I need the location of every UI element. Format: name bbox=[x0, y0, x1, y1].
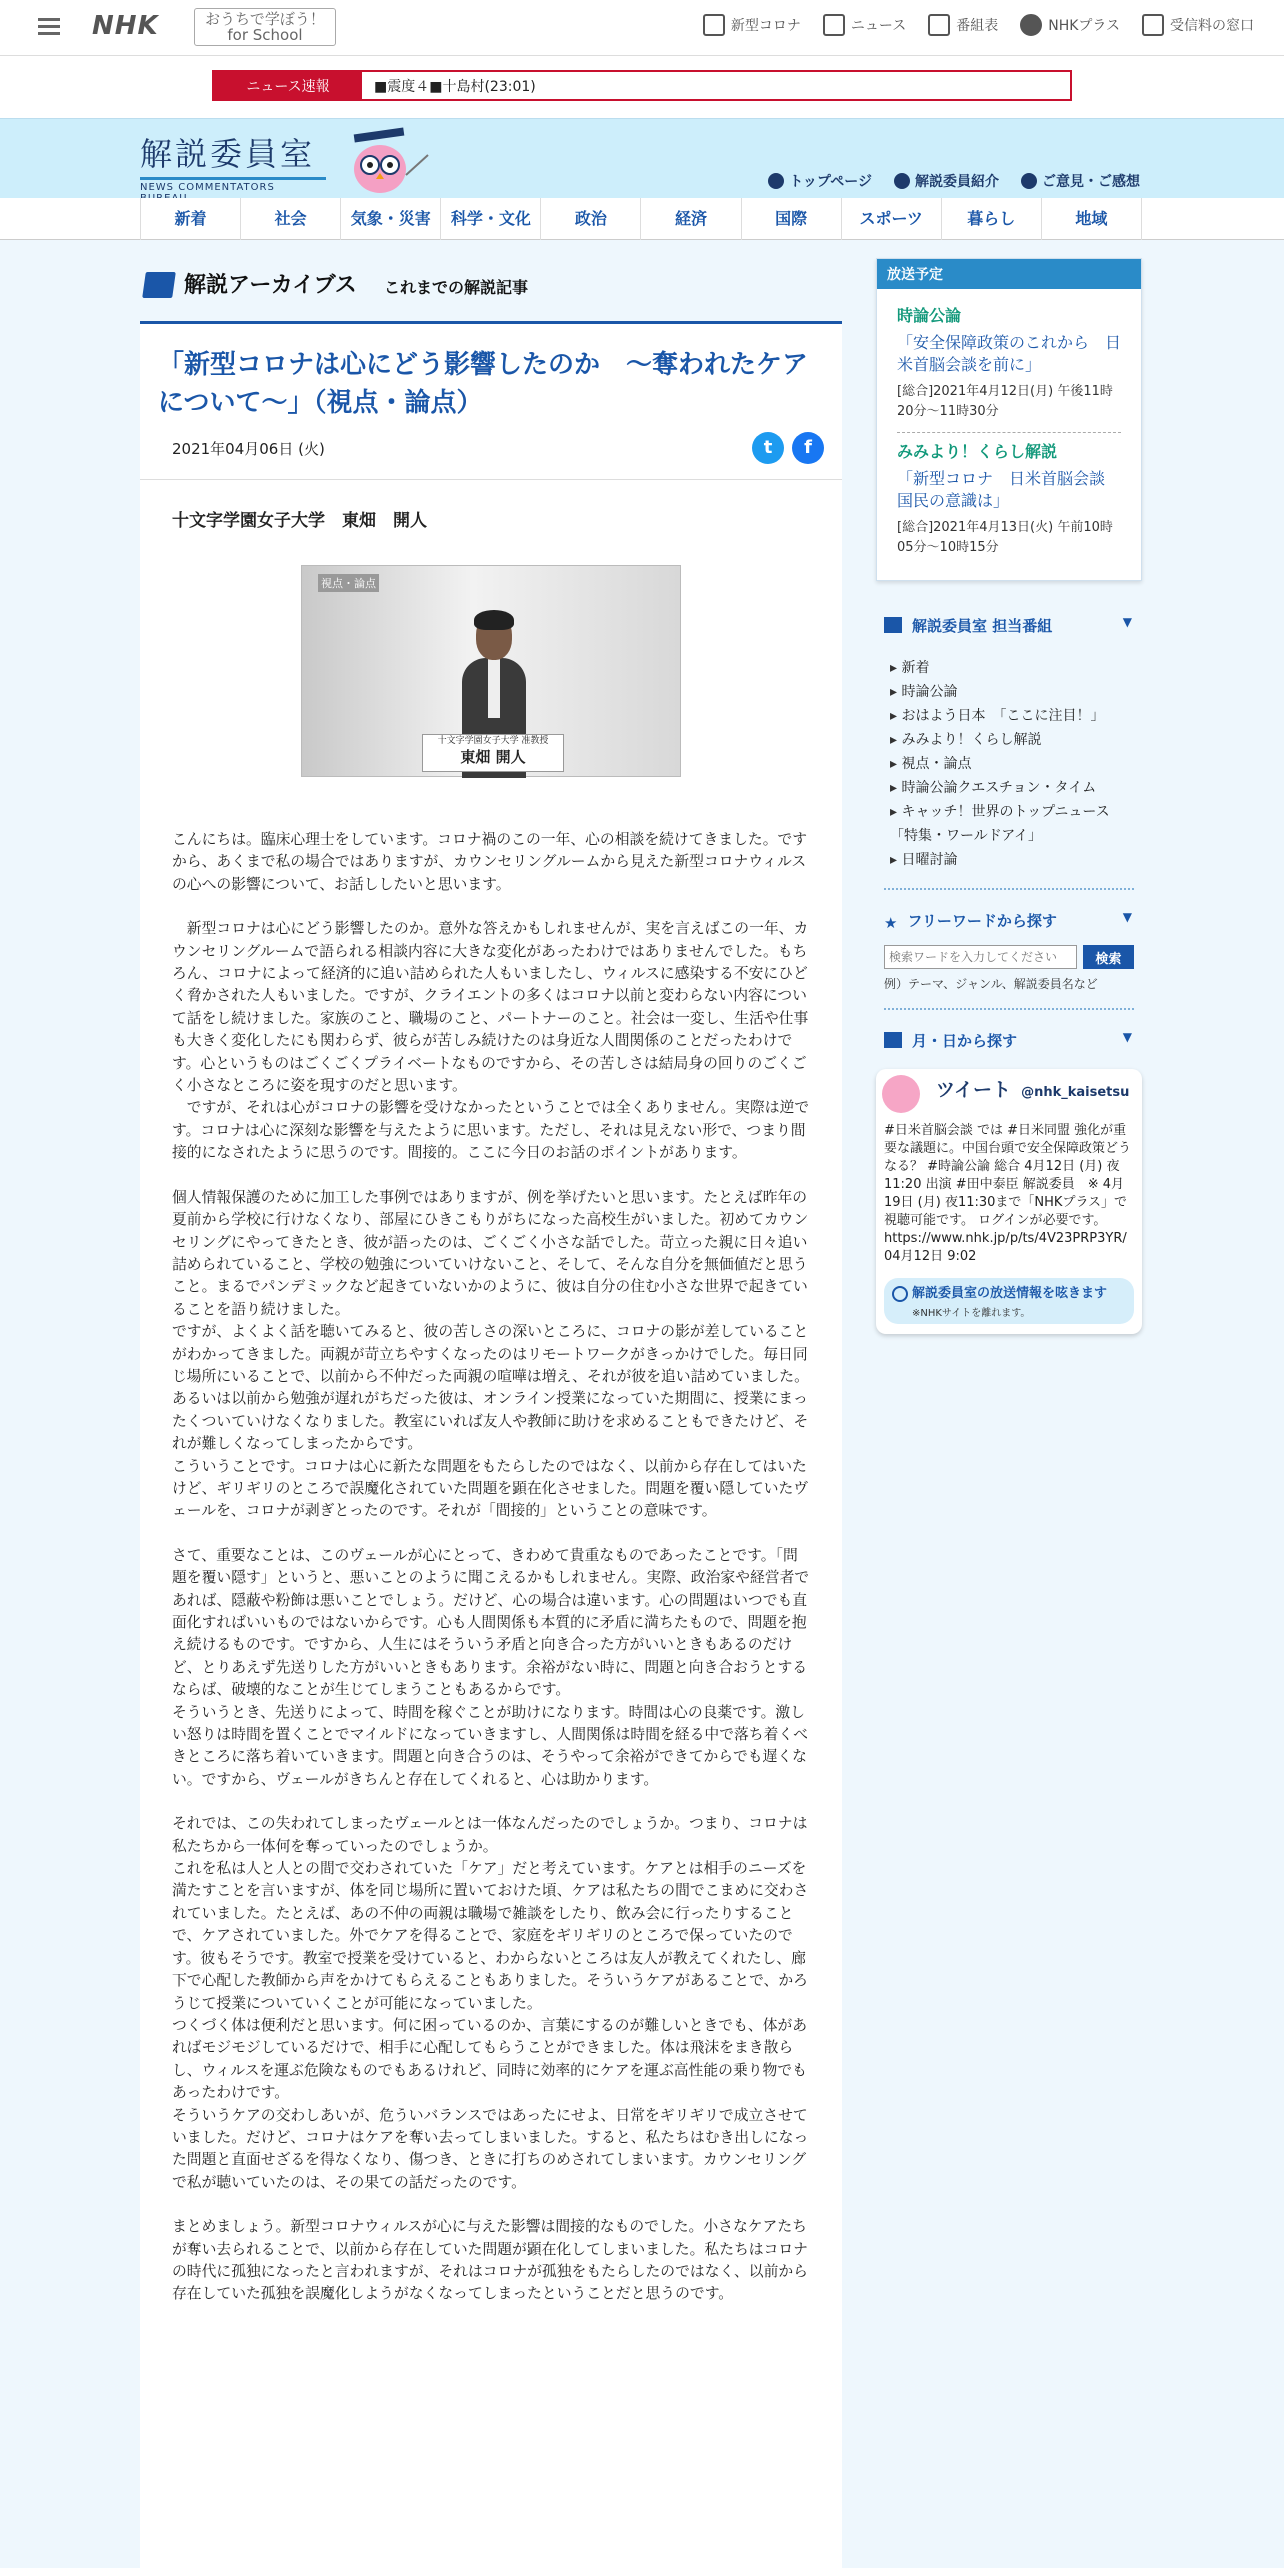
news-flash[interactable] bbox=[212, 70, 1072, 101]
article-author: 十文字学園女子大学 東畑 開人 bbox=[172, 511, 427, 531]
program-link[interactable]: ▸ 時論公論クエスチョン・タイム bbox=[890, 776, 1142, 800]
nav-label: NHKプラス bbox=[1048, 18, 1120, 34]
school-line1: おうちで学ぼう！ bbox=[205, 10, 325, 28]
owl-avatar-icon bbox=[882, 1075, 920, 1113]
bureau-title: 解説委員室 bbox=[140, 135, 316, 173]
program-link[interactable]: ▸ 時論公論 bbox=[890, 680, 1142, 704]
bureau-nav bbox=[768, 171, 1140, 191]
grid-icon bbox=[928, 14, 950, 36]
category-international[interactable]: 国際 bbox=[741, 198, 841, 240]
schedule-box bbox=[876, 258, 1142, 581]
article-title: 「新型コロナは心にどう影響したのか ～奪われたケアについて～」（視点・論点） bbox=[158, 350, 809, 418]
search-form bbox=[884, 945, 1134, 969]
alert-row bbox=[0, 56, 1284, 118]
school-line2: for School bbox=[227, 26, 303, 44]
tweet-box bbox=[876, 1069, 1142, 1334]
search-section-header[interactable] bbox=[876, 910, 1142, 931]
schedule-time: [総合]2021年4月13日(火) 午前10時05分～10時15分 bbox=[897, 520, 1113, 555]
bureau-nav-members[interactable] bbox=[894, 171, 999, 191]
search-button[interactable]: 検索 bbox=[1083, 945, 1134, 969]
category-economy[interactable]: 経済 bbox=[640, 198, 740, 240]
news-icon bbox=[823, 14, 845, 36]
folder-icon bbox=[142, 272, 176, 298]
article-paragraph: 個人情報保護のために加工した事例ではありますが、例を挙げたいと思います。たとえば昨年の夏前から学校に行けなくなり、部屋にひきこもりがちになった高校生がいました。初めてカウンセリングにやってきたとき、彼が語ったのは、ごくごく小さな話でした。苛立った親に日々追い詰められていること、学校の勉強についていけないこと、そして、そんな自分を無価値だと思うこと。まるでパンデミックなど起きていないかのように、彼は自分の住む小さな世界で起きていることを語り続けました。 ですが、よくよく話を聴いてみると、彼の苦しさの深いところに、コロナの影が差していることがわかってきました。両親が苛立ちやすくなったのはリモートワークがきっかけでした。毎日同じ場所にいることで、以前から不仲だった両親の喧嘩は増え、それが彼を追い詰めていました。あるいは以前から勉強が遅れがちだった彼は、オンライン授業になっていた期間に、授業にまったくついていけなくなりました。教室にいれば友人や教師に助けを求めることもできたけど、それが難しくなってしまったからです。 こういうことです。コロナは心に新たな問題をもたらしたのではなく、以前から存在してはいたけど、ギリギリのところで誤魔化されていた問題を顕在化させました。問題を覆い隠していたヴェールを、コロナが剥ぎとったのです。それが「間接的」ということの意味です。 bbox=[172, 1188, 809, 1520]
tweet-foot-note: ※NHKサイトを離れます。 bbox=[912, 1308, 1031, 1319]
bureau-nav-label: 解説委員紹介 bbox=[915, 174, 999, 190]
programs-heading: 解説委員室 担当番組 bbox=[912, 617, 1053, 635]
archive-header bbox=[140, 240, 842, 324]
category-politics[interactable]: 政治 bbox=[540, 198, 640, 240]
schedule-program[interactable]: みみより！くらし解説 bbox=[897, 442, 1058, 461]
triangle-down-icon: ▼ bbox=[1122, 615, 1132, 629]
bureau-logo[interactable] bbox=[140, 129, 326, 204]
calendar-icon bbox=[884, 1032, 902, 1048]
category-nav bbox=[0, 198, 1284, 240]
program-link[interactable]: ▸ 新着 bbox=[890, 656, 1142, 680]
main-column bbox=[140, 240, 842, 2568]
nhkplus-icon bbox=[1020, 14, 1042, 36]
article-meta bbox=[140, 422, 842, 480]
category-region[interactable]: 地域 bbox=[1041, 198, 1142, 240]
article-paragraph: 新型コロナは心にどう影響したのか。意外な答えかもしれませんが、実を言えばこの一年、カウンセリングルームで語られる相談内容に大きな変化があったわけではありませんでした。もちろん、コロナによって経済的に追い詰められた人もいましたし、ウィルスに感染する不安にひどく脅かされた人もいました。ですが、クライエントの多くはコロナ以前と変わらない内容について話をし続けました。家族のこと、職場のこと、パートナーのこと。社会は一変し、生活や仕事も大きく変化したにも関わらず、彼らが苦しみ続けたのは身近な人間関係のことだったわけです。心というものはごくごくプライベートなものですから、その苦しさは結局身の回りのごくごく小さなところに姿を現すのだと思います。 ですが、それは心がコロナの影響を受けなかったということでは全くありません。実際は逆です。コロナは心に深刻な影響を与えたように思います。ただし、それは見えない形で、つまり間接的になされたように思うのです。間接的。ここに今日のお話のポイントがあります。 bbox=[172, 920, 810, 1162]
article-date: 2021年04月06日 (火) bbox=[172, 440, 325, 458]
nav-news[interactable] bbox=[823, 14, 906, 36]
article-paragraph: さて、重要なことは、このヴェールが心にとって、きわめて貴重なものであったことです。「問題を覆い隠す」というと、悪いことのように聞こえるかもしれません。実際、政治家や経営者であれば、隠蔽や粉飾は悪いことでしょう。だけど、心の場合は違います。心の問題はいつでも直面化すればいいものではないからです。心も人間関係も本質的に矛盾に満ちたもので、問題を抱え続けるものです。ですから、人生にはそういう矛盾と向き合った方がいいときもあるのだけど、とりあえず先送りした方がいいときもあります。余裕がない時に、問題と向き合おうとするならば、破壊的なことが生じてしまうこともあるからです。 そういうとき、先送りによって、時間を稼ぐことが助けになります。時間は心の良薬です。激しい怒りは時間を置くことでマイルドになっていきますし、人間関係は時間を経る中で落ち着くべきところに落ち着いていきます。問題と向き合うのは、そうやって余裕ができてからでも遅くない。ですから、ヴェールがきちんと存在してくれると、心は助かります。 bbox=[172, 1546, 810, 1788]
person-icon bbox=[894, 173, 910, 189]
tweet-handle[interactable]: @nhk_kaisetsu bbox=[1021, 1085, 1130, 1100]
bureau-banner bbox=[0, 118, 1284, 198]
bureau-nav-label: トップページ bbox=[789, 174, 872, 190]
programs-section-header[interactable] bbox=[876, 615, 1142, 636]
search-input[interactable] bbox=[884, 945, 1077, 969]
twitter-share-icon[interactable]: t bbox=[752, 432, 784, 464]
date-section-header[interactable] bbox=[876, 1030, 1142, 1051]
date-heading: 月・日から探す bbox=[912, 1032, 1018, 1050]
nav-nhkplus[interactable] bbox=[1020, 14, 1120, 36]
tweet-title: ツイート bbox=[936, 1079, 1012, 1101]
star-icon: ★ bbox=[884, 914, 898, 932]
program-link[interactable]: ▸ キャッチ！世界のトップニュース 「特集・ワールドアイ」 bbox=[890, 800, 1142, 848]
program-link[interactable]: ▸ 視点・論点 bbox=[890, 752, 1142, 776]
caption-affiliation: 十文字学園女子大学 准教授 bbox=[437, 736, 549, 746]
facebook-share-icon[interactable]: f bbox=[792, 432, 824, 464]
bureau-nav-feedback[interactable] bbox=[1021, 171, 1140, 191]
tweet-follow-link[interactable] bbox=[884, 1278, 1134, 1324]
page-body bbox=[0, 240, 1284, 2568]
nav-label: 受信料の窓口 bbox=[1170, 18, 1254, 34]
home-icon bbox=[768, 173, 784, 189]
article-photo bbox=[301, 565, 681, 777]
category-new[interactable]: 新着 bbox=[140, 198, 240, 240]
search-heading: フリーワードから探す bbox=[907, 912, 1057, 930]
category-society[interactable]: 社会 bbox=[240, 198, 340, 240]
schedule-time: [総合]2021年4月12日(月) 午後11時20分～11時30分 bbox=[897, 382, 1121, 433]
news-flash-label: ニュース速報 bbox=[214, 72, 362, 99]
programs-list bbox=[890, 656, 1142, 872]
divider bbox=[884, 1008, 1134, 1010]
nhk-logo[interactable]: NHK bbox=[92, 11, 159, 41]
mail-icon bbox=[1021, 173, 1037, 189]
news-flash-text: ■震度４■十島村(23:01) bbox=[374, 78, 536, 95]
bureau-nav-top[interactable] bbox=[768, 171, 872, 191]
divider bbox=[884, 888, 1134, 890]
monitor-icon bbox=[884, 617, 902, 633]
schedule-title[interactable]: 「安全保障政策のこれから 日米首脳会談を前に」 bbox=[897, 333, 1122, 374]
program-link[interactable]: ▸ おはよう日本 「ここに注目！」 bbox=[890, 704, 1142, 728]
bureau-subtitle: NEWS COMMENTATORS bbox=[140, 177, 326, 204]
bureau-nav-label: ご意見・ご感想 bbox=[1042, 174, 1140, 190]
nav-label: ニュース bbox=[850, 18, 907, 34]
school-link[interactable] bbox=[194, 8, 336, 46]
schedule-program[interactable]: 時論公論 bbox=[897, 306, 962, 325]
article-body bbox=[140, 777, 842, 2306]
nav-fee[interactable] bbox=[1142, 14, 1254, 36]
program-link[interactable]: ▸ 日曜討論 bbox=[890, 848, 1142, 872]
archive-subtitle: これまでの解説記事 bbox=[384, 278, 529, 297]
caption-name: 東畑 開人 bbox=[460, 748, 526, 766]
sidebar bbox=[876, 240, 1142, 1334]
nav-label: 番組表 bbox=[956, 18, 999, 34]
category-life[interactable]: 暮らし bbox=[941, 198, 1041, 240]
tweet-text[interactable]: #日米首脳会談 では #日米同盟 強化が重要な議題に。中国台頭で安全保障政策どうなる？ #時論公論 総合 4月12日 (月) 夜11:20 出演 #田中泰臣 解説委員 ※ 4月19日 (月) 夜11:30まで「NHKプラス」で視聴可能です。 ログインが必要です。 https://www.nhk.jp/p/ts/4V23PRP3YR/ 04月12日 9:02 bbox=[884, 1123, 1132, 1264]
article-paragraph: まとめましょう。新型コロナウィルスが心に与えた影響は間接的なものでした。小さなケアたちが奪い去られることで、以前から存在していた問題が顕在化してしまいました。私たちはコロナの時代に孤独になったと言われますが、それはコロナが孤独をもたらしたのではなく、以前から存在していた孤独を誤魔化しようがなくなってしまったということだと思うのです。 bbox=[172, 2218, 808, 2303]
menu-icon[interactable] bbox=[38, 14, 60, 36]
category-sports[interactable]: スポーツ bbox=[841, 198, 941, 240]
article-paragraph: それでは、この失われてしまったヴェールとは一体なんだったのでしょうか。つまり、コロナは私たちから一体何を奪っていったのでしょうか。 これを私は人と人との間で交わされていた「ケア」だと考えています。ケアとは相手のニーズを満たすことを言いますが、体を同じ場所に置いておけた頃、ケアは私たちの間でこまめに交わされていました。たとえば、あの不仲の両親は職場で雑談をしたり、飲み会に行ったりすることで、ケアされていました。外でケアを得ることで、家庭をギリギリのところで保っていたのです。彼もそうです。教室で授業を受けていると、わからないところは友人が教えてくれたし、廊下で心配した教師から声をかけてもらえることもありました。そういうケアがあることで、かろうじて授業についていくことが可能になっていました。 つくづく体は便利だと思います。何に困っているのか、言葉にするのが難しいときでも、体があればモジモジしているだけで、相手に心配してもらうことができました。体は飛沫をまき散らし、ウィルスを運ぶ危険なものでもあるけれど、同時に効率的にケアを運ぶ高性能の乗り物でもあったわけです。 そういうケアの交わしあいが、危ういバランスではあったにせよ、日常をギリギリで成立させていました。だけど、コロナはケアを奪い去ってしまいました。すると、私たちはむき出しになった問題と直面せざるを得なくなり、傷つき、ときに打ちのめされてしまいます。カウンセリングで私が聴いていたのは、その果ての話だったのです。 bbox=[172, 1815, 809, 2191]
archive-title: 解説アーカイブス bbox=[184, 273, 357, 298]
schedule-header: 放送予定 bbox=[877, 259, 1141, 289]
schedule-title[interactable]: 「新型コロナ 日米首脳会談 国民の意識は」 bbox=[897, 469, 1122, 510]
global-nav bbox=[703, 14, 1254, 36]
nav-label: 新型コロナ bbox=[730, 18, 801, 34]
triangle-down-icon: ▼ bbox=[1122, 1030, 1132, 1044]
photo-caption bbox=[422, 734, 564, 772]
owl-mascot-icon bbox=[336, 125, 432, 195]
global-header bbox=[0, 0, 1284, 56]
category-science[interactable]: 科学・文化 bbox=[440, 198, 540, 240]
tweet-header bbox=[936, 1075, 1134, 1108]
photo-program-tag: 視点・論点 bbox=[318, 574, 379, 592]
nav-corona[interactable] bbox=[703, 14, 801, 36]
tweet-foot-title: 解説委員室の放送情報を呟きます bbox=[912, 1286, 1108, 1301]
article-paragraph: こんにちは。臨床心理士をしています。コロナ禍のこの一年、心の相談を続けてきました。ですから、あくまで私の場合ではありますが、カウンセリングルームから見えた新型コロナウィルスの心への影響について、お話ししたいと思います。 bbox=[172, 831, 808, 893]
search-hint: 例）テーマ、ジャンル、解説委員名など bbox=[884, 977, 1098, 991]
corona-icon bbox=[703, 14, 725, 36]
nav-schedule[interactable] bbox=[928, 14, 998, 36]
category-weather[interactable]: 気象・災害 bbox=[340, 198, 440, 240]
program-link[interactable]: ▸ みみより！くらし解説 bbox=[890, 728, 1142, 752]
triangle-down-icon: ▼ bbox=[1122, 910, 1132, 924]
fee-icon bbox=[1142, 14, 1164, 36]
